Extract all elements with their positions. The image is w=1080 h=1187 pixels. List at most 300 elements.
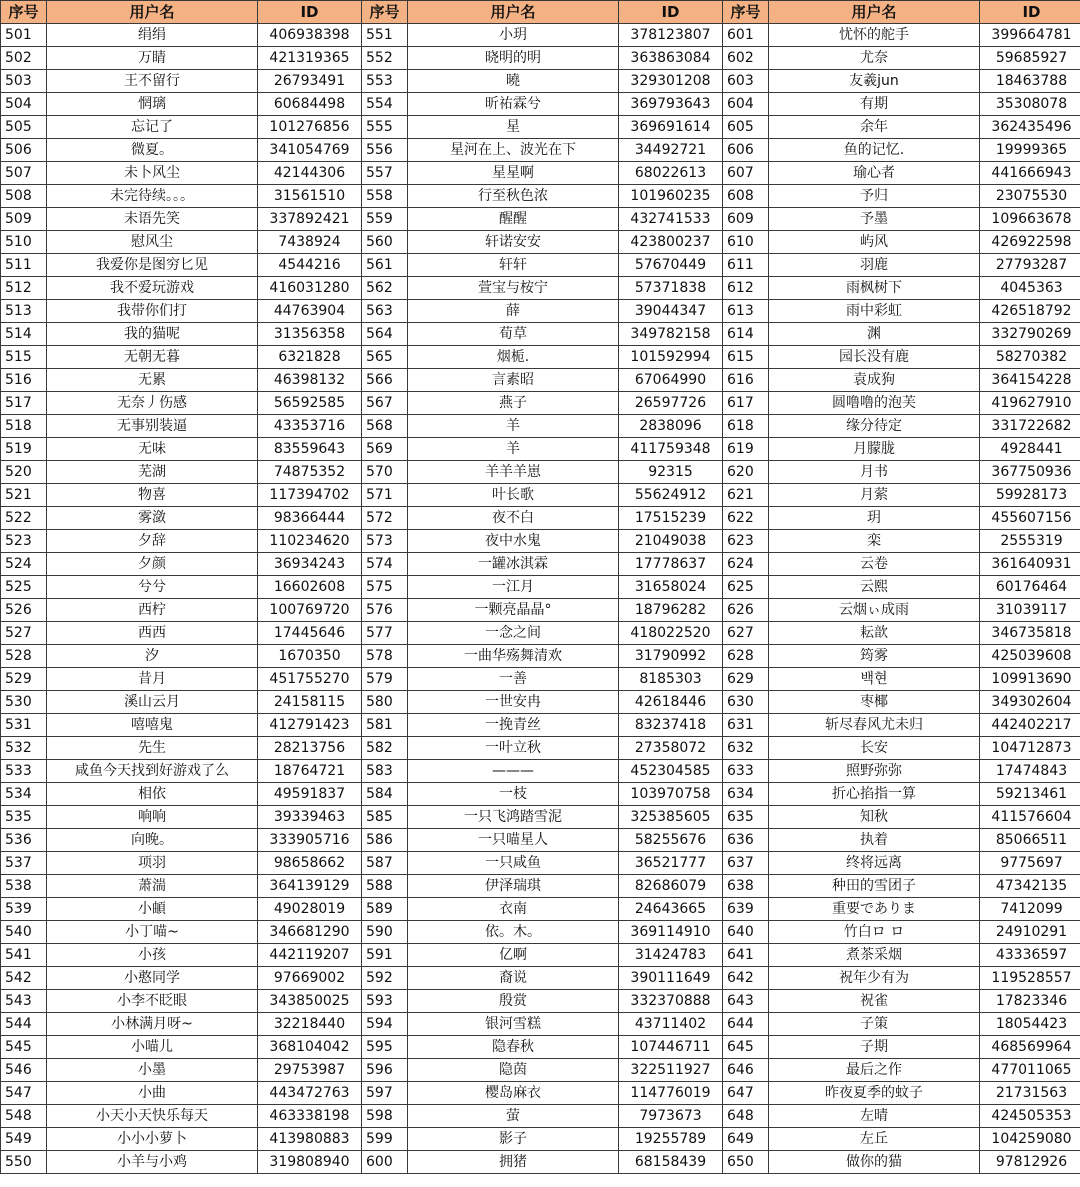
cell-name: 星星啊 xyxy=(408,162,619,185)
cell-seq: 637 xyxy=(723,852,769,875)
cell-seq: 557 xyxy=(362,162,408,185)
cell-name: ——— xyxy=(408,760,619,783)
cell-name: 裔说 xyxy=(408,967,619,990)
cell-name: 小小小萝卜 xyxy=(47,1128,258,1151)
cell-id: 4045363 xyxy=(980,277,1080,300)
cell-seq: 507 xyxy=(1,162,47,185)
cell-id: 406938398 xyxy=(258,24,362,47)
cell-seq: 608 xyxy=(723,185,769,208)
cell-id: 26597726 xyxy=(619,392,723,415)
cell-id: 331722682 xyxy=(980,415,1080,438)
cell-seq: 580 xyxy=(362,691,408,714)
cell-seq: 537 xyxy=(1,852,47,875)
cell-name: 影子 xyxy=(408,1128,619,1151)
cell-name: 余年 xyxy=(769,116,980,139)
table-row xyxy=(1,737,1080,760)
cell-id: 117394702 xyxy=(258,484,362,507)
header-seq: 序号 xyxy=(362,1,408,24)
cell-name: 筠雾 xyxy=(769,645,980,668)
cell-name: 左晴 xyxy=(769,1105,980,1128)
cell-name: 鱼的记忆. xyxy=(769,139,980,162)
table-row xyxy=(1,369,1080,392)
cell-id: 17445646 xyxy=(258,622,362,645)
cell-id: 44763904 xyxy=(258,300,362,323)
table-row xyxy=(1,898,1080,921)
cell-name: 烟栀. xyxy=(408,346,619,369)
cell-name: 小頔 xyxy=(47,898,258,921)
cell-id: 332790269 xyxy=(980,323,1080,346)
cell-name: 项羽 xyxy=(47,852,258,875)
table-row xyxy=(1,116,1080,139)
cell-seq: 535 xyxy=(1,806,47,829)
table-row xyxy=(1,162,1080,185)
cell-name: 衣南 xyxy=(408,898,619,921)
cell-seq: 622 xyxy=(723,507,769,530)
cell-name: 惘璃 xyxy=(47,93,258,116)
cell-id: 59213461 xyxy=(980,783,1080,806)
cell-name: 子策 xyxy=(769,1013,980,1036)
cell-name: 慰风尘 xyxy=(47,231,258,254)
cell-seq: 561 xyxy=(362,254,408,277)
cell-seq: 574 xyxy=(362,553,408,576)
cell-name: 言素昭 xyxy=(408,369,619,392)
cell-seq: 534 xyxy=(1,783,47,806)
cell-name: 无累 xyxy=(47,369,258,392)
cell-name: 小喵儿 xyxy=(47,1036,258,1059)
cell-seq: 591 xyxy=(362,944,408,967)
cell-name: 小天小天快乐每天 xyxy=(47,1105,258,1128)
cell-id: 337892421 xyxy=(258,208,362,231)
cell-name: 子期 xyxy=(769,1036,980,1059)
cell-seq: 598 xyxy=(362,1105,408,1128)
cell-seq: 646 xyxy=(723,1059,769,1082)
cell-seq: 573 xyxy=(362,530,408,553)
cell-seq: 509 xyxy=(1,208,47,231)
cell-seq: 610 xyxy=(723,231,769,254)
cell-name: 萤 xyxy=(408,1105,619,1128)
cell-name: 轩轩 xyxy=(408,254,619,277)
cell-id: 26793491 xyxy=(258,70,362,93)
cell-id: 455607156 xyxy=(980,507,1080,530)
table-row xyxy=(1,1036,1080,1059)
cell-id: 107446711 xyxy=(619,1036,723,1059)
table-row xyxy=(1,93,1080,116)
cell-id: 68158439 xyxy=(619,1151,723,1174)
table-row xyxy=(1,208,1080,231)
cell-name: 响响 xyxy=(47,806,258,829)
cell-seq: 575 xyxy=(362,576,408,599)
cell-name: 一罐冰淇霖 xyxy=(408,553,619,576)
cell-id: 35308078 xyxy=(980,93,1080,116)
cell-id: 85066511 xyxy=(980,829,1080,852)
cell-name: 昔月 xyxy=(47,668,258,691)
cell-name: 渊 xyxy=(769,323,980,346)
cell-id: 82686079 xyxy=(619,875,723,898)
cell-id: 101592994 xyxy=(619,346,723,369)
cell-seq: 611 xyxy=(723,254,769,277)
cell-name: 友羲jun xyxy=(769,70,980,93)
cell-name: 樱岛麻衣 xyxy=(408,1082,619,1105)
cell-name: 昕祐霖兮 xyxy=(408,93,619,116)
cell-name: 王不留行 xyxy=(47,70,258,93)
header-name: 用户名 xyxy=(47,1,258,24)
cell-seq: 540 xyxy=(1,921,47,944)
cell-id: 17474843 xyxy=(980,760,1080,783)
table-row xyxy=(1,254,1080,277)
cell-name: 重要でありま xyxy=(769,898,980,921)
cell-id: 104259080 xyxy=(980,1128,1080,1151)
cell-name: 云烟ぃ成雨 xyxy=(769,599,980,622)
cell-name: 无事别装逼 xyxy=(47,415,258,438)
cell-seq: 641 xyxy=(723,944,769,967)
cell-id: 7412099 xyxy=(980,898,1080,921)
cell-seq: 545 xyxy=(1,1036,47,1059)
cell-seq: 612 xyxy=(723,277,769,300)
table-row xyxy=(1,231,1080,254)
cell-seq: 588 xyxy=(362,875,408,898)
cell-seq: 582 xyxy=(362,737,408,760)
cell-name: 微夏。 xyxy=(47,139,258,162)
cell-id: 17515239 xyxy=(619,507,723,530)
cell-id: 109663678 xyxy=(980,208,1080,231)
cell-seq: 584 xyxy=(362,783,408,806)
cell-seq: 576 xyxy=(362,599,408,622)
cell-id: 4544216 xyxy=(258,254,362,277)
cell-name: 萱宝与桉宁 xyxy=(408,277,619,300)
cell-name: 隐春秋 xyxy=(408,1036,619,1059)
cell-name: 小丁喵~ xyxy=(47,921,258,944)
cell-name: 我爱你是图穷匕见 xyxy=(47,254,258,277)
cell-name: 汐 xyxy=(47,645,258,668)
cell-seq: 627 xyxy=(723,622,769,645)
cell-seq: 539 xyxy=(1,898,47,921)
cell-seq: 613 xyxy=(723,300,769,323)
cell-name: 万睛 xyxy=(47,47,258,70)
table-row xyxy=(1,599,1080,622)
cell-name: 种田的雪团子 xyxy=(769,875,980,898)
cell-name: 一江月 xyxy=(408,576,619,599)
cell-name: 夜中水鬼 xyxy=(408,530,619,553)
cell-id: 8185303 xyxy=(619,668,723,691)
cell-id: 34492721 xyxy=(619,139,723,162)
cell-seq: 565 xyxy=(362,346,408,369)
table-row xyxy=(1,70,1080,93)
cell-name: 月书 xyxy=(769,461,980,484)
table-row xyxy=(1,783,1080,806)
cell-seq: 503 xyxy=(1,70,47,93)
cell-id: 19999365 xyxy=(980,139,1080,162)
cell-seq: 640 xyxy=(723,921,769,944)
table-row xyxy=(1,461,1080,484)
table-row xyxy=(1,185,1080,208)
cell-seq: 581 xyxy=(362,714,408,737)
cell-seq: 528 xyxy=(1,645,47,668)
cell-seq: 619 xyxy=(723,438,769,461)
cell-seq: 599 xyxy=(362,1128,408,1151)
cell-name: 绢绢 xyxy=(47,24,258,47)
cell-id: 83237418 xyxy=(619,714,723,737)
cell-seq: 592 xyxy=(362,967,408,990)
table-row xyxy=(1,1151,1080,1174)
cell-id: 36521777 xyxy=(619,852,723,875)
cell-name: 我不爱玩游戏 xyxy=(47,277,258,300)
cell-name: 一挽青丝 xyxy=(408,714,619,737)
cell-name: 左丘 xyxy=(769,1128,980,1151)
cell-seq: 504 xyxy=(1,93,47,116)
cell-name: 一叶立秋 xyxy=(408,737,619,760)
cell-seq: 586 xyxy=(362,829,408,852)
cell-id: 349782158 xyxy=(619,323,723,346)
cell-name: 屿风 xyxy=(769,231,980,254)
cell-id: 6321828 xyxy=(258,346,362,369)
cell-id: 31658024 xyxy=(619,576,723,599)
cell-id: 367750936 xyxy=(980,461,1080,484)
cell-seq: 579 xyxy=(362,668,408,691)
cell-name: 相依 xyxy=(47,783,258,806)
cell-id: 32218440 xyxy=(258,1013,362,1036)
cell-id: 31790992 xyxy=(619,645,723,668)
cell-seq: 522 xyxy=(1,507,47,530)
cell-name: 祝雀 xyxy=(769,990,980,1013)
cell-id: 29753987 xyxy=(258,1059,362,1082)
cell-seq: 589 xyxy=(362,898,408,921)
table-row xyxy=(1,622,1080,645)
cell-seq: 564 xyxy=(362,323,408,346)
cell-seq: 616 xyxy=(723,369,769,392)
cell-name: 雨中彩虹 xyxy=(769,300,980,323)
cell-id: 364154228 xyxy=(980,369,1080,392)
cell-seq: 621 xyxy=(723,484,769,507)
cell-seq: 532 xyxy=(1,737,47,760)
cell-seq: 567 xyxy=(362,392,408,415)
cell-id: 361640931 xyxy=(980,553,1080,576)
cell-name: 昨夜夏季的蚊子 xyxy=(769,1082,980,1105)
header-id: ID xyxy=(619,1,723,24)
cell-name: 行至秋色浓 xyxy=(408,185,619,208)
cell-id: 23075530 xyxy=(980,185,1080,208)
cell-seq: 562 xyxy=(362,277,408,300)
table-row xyxy=(1,806,1080,829)
cell-id: 411576604 xyxy=(980,806,1080,829)
cell-name: 未完待续。。。 xyxy=(47,185,258,208)
cell-seq: 624 xyxy=(723,553,769,576)
table-row xyxy=(1,852,1080,875)
cell-seq: 543 xyxy=(1,990,47,1013)
cell-seq: 519 xyxy=(1,438,47,461)
cell-id: 412791423 xyxy=(258,714,362,737)
cell-id: 378123807 xyxy=(619,24,723,47)
cell-seq: 566 xyxy=(362,369,408,392)
cell-id: 43336597 xyxy=(980,944,1080,967)
cell-seq: 555 xyxy=(362,116,408,139)
cell-id: 31561510 xyxy=(258,185,362,208)
cell-seq: 514 xyxy=(1,323,47,346)
table-row xyxy=(1,553,1080,576)
cell-seq: 648 xyxy=(723,1105,769,1128)
cell-name: 轩诺安安 xyxy=(408,231,619,254)
cell-id: 411759348 xyxy=(619,438,723,461)
cell-id: 24910291 xyxy=(980,921,1080,944)
table-row xyxy=(1,415,1080,438)
cell-id: 369114910 xyxy=(619,921,723,944)
cell-id: 364139129 xyxy=(258,875,362,898)
cell-id: 2838096 xyxy=(619,415,723,438)
cell-name: 竹白ロ ロ xyxy=(769,921,980,944)
cell-name: 一善 xyxy=(408,668,619,691)
cell-name: 依。木。 xyxy=(408,921,619,944)
cell-id: 343850025 xyxy=(258,990,362,1013)
cell-name: 月朦胧 xyxy=(769,438,980,461)
cell-id: 60176464 xyxy=(980,576,1080,599)
cell-seq: 531 xyxy=(1,714,47,737)
table-row xyxy=(1,967,1080,990)
table-row xyxy=(1,576,1080,599)
table-row xyxy=(1,875,1080,898)
cell-id: 27358072 xyxy=(619,737,723,760)
cell-seq: 614 xyxy=(723,323,769,346)
cell-name: 백현 xyxy=(769,668,980,691)
header-seq: 序号 xyxy=(723,1,769,24)
cell-id: 349302604 xyxy=(980,691,1080,714)
cell-id: 426922598 xyxy=(980,231,1080,254)
table-row xyxy=(1,829,1080,852)
cell-name: 夕辞 xyxy=(47,530,258,553)
cell-name: 星河在上、波光在下 xyxy=(408,139,619,162)
cell-seq: 547 xyxy=(1,1082,47,1105)
cell-id: 416031280 xyxy=(258,277,362,300)
cell-seq: 609 xyxy=(723,208,769,231)
cell-id: 18796282 xyxy=(619,599,723,622)
cell-name: 兮兮 xyxy=(47,576,258,599)
cell-seq: 541 xyxy=(1,944,47,967)
cell-seq: 618 xyxy=(723,415,769,438)
cell-name: 无朝无暮 xyxy=(47,346,258,369)
cell-seq: 501 xyxy=(1,24,47,47)
cell-seq: 525 xyxy=(1,576,47,599)
cell-id: 21731563 xyxy=(980,1082,1080,1105)
cell-name: 照野弥弥 xyxy=(769,760,980,783)
cell-name: 小羊与小鸡 xyxy=(47,1151,258,1174)
cell-name: 忘记了 xyxy=(47,116,258,139)
cell-seq: 620 xyxy=(723,461,769,484)
cell-name: 予墨 xyxy=(769,208,980,231)
table-row xyxy=(1,300,1080,323)
cell-seq: 607 xyxy=(723,162,769,185)
cell-id: 442402217 xyxy=(980,714,1080,737)
cell-seq: 518 xyxy=(1,415,47,438)
cell-seq: 639 xyxy=(723,898,769,921)
cell-seq: 630 xyxy=(723,691,769,714)
cell-id: 59928173 xyxy=(980,484,1080,507)
cell-id: 98366444 xyxy=(258,507,362,530)
cell-id: 39044347 xyxy=(619,300,723,323)
cell-seq: 572 xyxy=(362,507,408,530)
cell-name: 拥猪 xyxy=(408,1151,619,1174)
table-row xyxy=(1,277,1080,300)
cell-id: 97812926 xyxy=(980,1151,1080,1174)
cell-name: 予归 xyxy=(769,185,980,208)
cell-name: 羽鹿 xyxy=(769,254,980,277)
cell-name: 忧怀的舵手 xyxy=(769,24,980,47)
cell-id: 325385605 xyxy=(619,806,723,829)
cell-name: 曉 xyxy=(408,70,619,93)
cell-name: 物喜 xyxy=(47,484,258,507)
cell-id: 47342135 xyxy=(980,875,1080,898)
table-row xyxy=(1,1013,1080,1036)
cell-id: 443472763 xyxy=(258,1082,362,1105)
cell-id: 425039608 xyxy=(980,645,1080,668)
cell-id: 42618446 xyxy=(619,691,723,714)
cell-name: 萧湍 xyxy=(47,875,258,898)
cell-seq: 593 xyxy=(362,990,408,1013)
cell-id: 97669002 xyxy=(258,967,362,990)
cell-name: 向晚。 xyxy=(47,829,258,852)
cell-id: 31356358 xyxy=(258,323,362,346)
cell-seq: 629 xyxy=(723,668,769,691)
cell-seq: 546 xyxy=(1,1059,47,1082)
cell-id: 83559643 xyxy=(258,438,362,461)
cell-id: 56592585 xyxy=(258,392,362,415)
cell-seq: 590 xyxy=(362,921,408,944)
cell-id: 24643665 xyxy=(619,898,723,921)
cell-seq: 601 xyxy=(723,24,769,47)
cell-name: 嘻嘻鬼 xyxy=(47,714,258,737)
cell-name: 一只咸鱼 xyxy=(408,852,619,875)
cell-name: 折心掐指一算 xyxy=(769,783,980,806)
cell-seq: 515 xyxy=(1,346,47,369)
table-row xyxy=(1,47,1080,70)
table-row xyxy=(1,645,1080,668)
cell-id: 58255676 xyxy=(619,829,723,852)
cell-seq: 563 xyxy=(362,300,408,323)
cell-id: 67064990 xyxy=(619,369,723,392)
cell-id: 104712873 xyxy=(980,737,1080,760)
table-row xyxy=(1,346,1080,369)
cell-seq: 577 xyxy=(362,622,408,645)
table-row xyxy=(1,1128,1080,1151)
cell-seq: 553 xyxy=(362,70,408,93)
cell-id: 18054423 xyxy=(980,1013,1080,1036)
cell-seq: 569 xyxy=(362,438,408,461)
cell-id: 332370888 xyxy=(619,990,723,1013)
cell-id: 363863084 xyxy=(619,47,723,70)
cell-name: 斩尽春风尤未归 xyxy=(769,714,980,737)
cell-seq: 596 xyxy=(362,1059,408,1082)
cell-seq: 502 xyxy=(1,47,47,70)
cell-name: 隐茵 xyxy=(408,1059,619,1082)
cell-seq: 602 xyxy=(723,47,769,70)
cell-id: 423800237 xyxy=(619,231,723,254)
cell-name: 薛 xyxy=(408,300,619,323)
cell-name: 夜不白 xyxy=(408,507,619,530)
cell-seq: 551 xyxy=(362,24,408,47)
cell-seq: 517 xyxy=(1,392,47,415)
cell-name: 袁成狗 xyxy=(769,369,980,392)
cell-seq: 550 xyxy=(1,1151,47,1174)
cell-id: 57371838 xyxy=(619,277,723,300)
cell-id: 119528557 xyxy=(980,967,1080,990)
cell-seq: 645 xyxy=(723,1036,769,1059)
cell-id: 18463788 xyxy=(980,70,1080,93)
cell-id: 4928441 xyxy=(980,438,1080,461)
cell-id: 49591837 xyxy=(258,783,362,806)
cell-id: 346735818 xyxy=(980,622,1080,645)
cell-id: 390111649 xyxy=(619,967,723,990)
table-row xyxy=(1,760,1080,783)
cell-seq: 527 xyxy=(1,622,47,645)
cell-seq: 631 xyxy=(723,714,769,737)
cell-name: 西西 xyxy=(47,622,258,645)
